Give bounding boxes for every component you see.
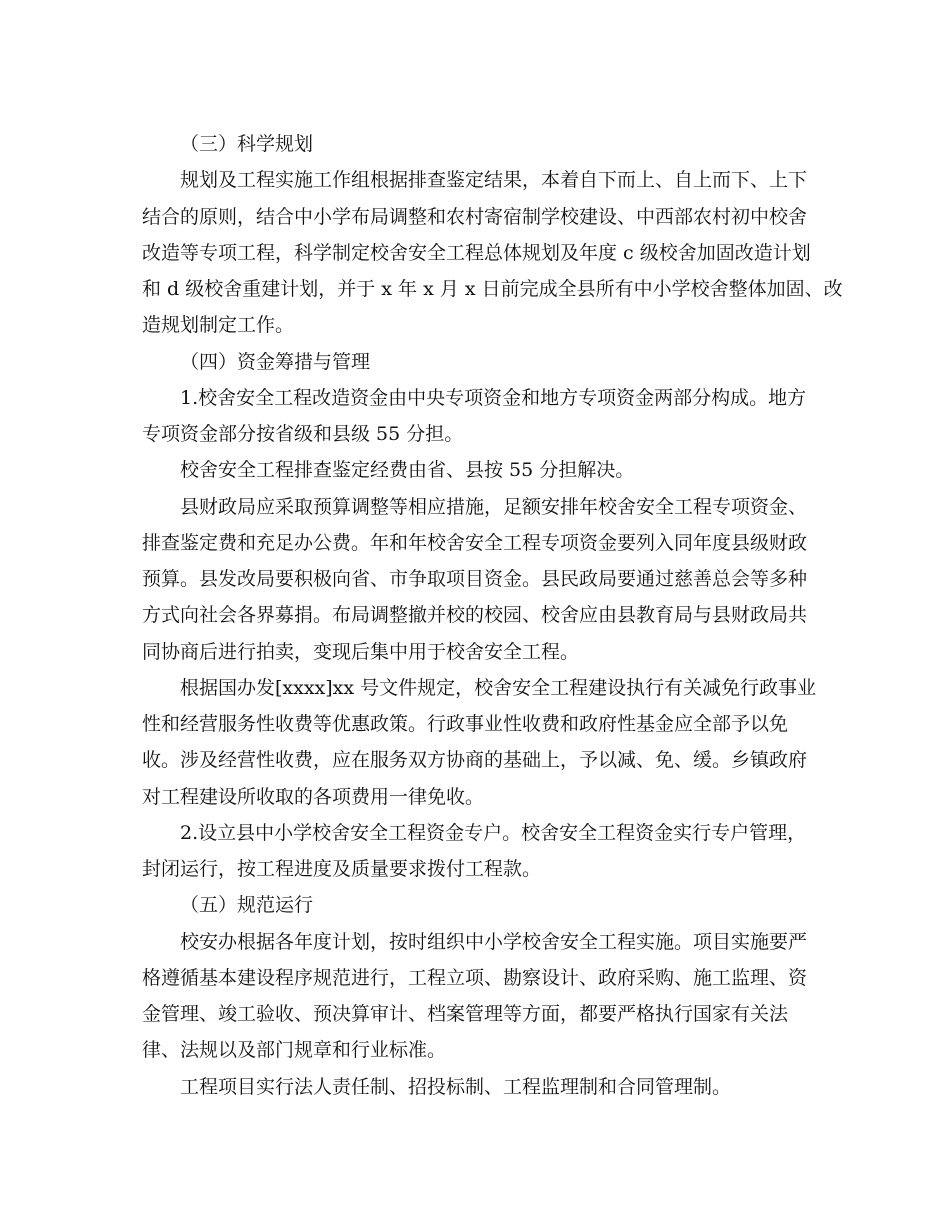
paragraph-line: 律、法规以及部门规章和行业标准。 xyxy=(142,1039,447,1061)
paragraph-line: 校舍安全工程排查鉴定经费由省、县按 55 分担解决。 xyxy=(180,459,635,481)
paragraph-line: 造规划制定工作。 xyxy=(142,314,295,336)
paragraph-line: 专项资金部分按省级和县级 55 分担。 xyxy=(142,423,464,445)
paragraph-line: 对工程建设所收取的各项费用一律免收。 xyxy=(142,786,485,808)
section-heading-4: （四）资金筹措与管理 xyxy=(180,351,371,373)
paragraph-line: 排查鉴定费和充足办公费。年和年校舍安全工程专项资金要列入同年度县级财政 xyxy=(142,532,808,554)
paragraph-line: 2.设立县中小学校舍安全工程资金专户。校舍安全工程资金实行专户管理， xyxy=(180,822,807,844)
paragraph-line: 方式向社会各界募捐。布局调整撤并校的校园、校舍应由县教育局与县财政局共 xyxy=(142,604,808,626)
paragraph-line: 县财政局应采取预算调整等相应措施，足额安排年校舍安全工程专项资金、 xyxy=(180,496,808,518)
paragraph-line: 收。涉及经营性收费，应在服务双方协商的基础上，予以减、免、缓。乡镇政府 xyxy=(142,749,808,771)
paragraph-line: 改造等专项工程，科学制定校舍安全工程总体规划及年度 c 级校舍加固改造计划 xyxy=(142,242,811,264)
paragraph-line: 规划及工程实施工作组根据排查鉴定结果，本着自下而上、自上而下、上下 xyxy=(180,169,808,191)
paragraph-line: 预算。县发改局要积极向省、市争取项目资金。县民政局要通过慈善总会等多种 xyxy=(142,568,808,590)
paragraph-line: 和 d 级校舍重建计划，并于 x 年 x 月 x 日前完成全县所有中小学校舍整体加固、改 xyxy=(142,278,843,300)
section-heading-5: （五）规范运行 xyxy=(180,894,314,916)
paragraph-line: 性和经营服务性收费等优惠政策。行政事业性收费和政府性基金应全部予以免 xyxy=(142,713,789,735)
paragraph-line: 工程项目实行法人责任制、招投标制、工程监理制和合同管理制。 xyxy=(180,1076,732,1098)
paragraph-line: 1.校舍安全工程改造资金由中央专项资金和地方专项资金两部分构成。地方 xyxy=(180,387,807,409)
paragraph-line: 金管理、竣工验收、预决算审计、档案管理等方面，都要严格执行国家有关法 xyxy=(142,1003,789,1025)
paragraph-line: 格遵循基本建设程序规范进行，工程立项、勘察设计、政府采购、施工监理、资 xyxy=(142,967,808,989)
paragraph-line: 同协商后进行拍卖，变现后集中用于校舍安全工程。 xyxy=(142,641,580,663)
paragraph-line: 根据国办发[xxxx]xx 号文件规定，校舍安全工程建设执行有关减免行政事业 xyxy=(180,677,817,699)
paragraph-line: 结合的原则，结合中小学布局调整和农村寄宿制学校建设、中西部农村初中校舍 xyxy=(142,206,808,228)
paragraph-line: 封闭运行，按工程进度及质量要求拨付工程款。 xyxy=(142,858,542,880)
section-heading-3: （三）科学规划 xyxy=(180,133,314,155)
paragraph-line: 校安办根据各年度计划，按时组织中小学校舍安全工程实施。项目实施要严 xyxy=(180,931,808,953)
